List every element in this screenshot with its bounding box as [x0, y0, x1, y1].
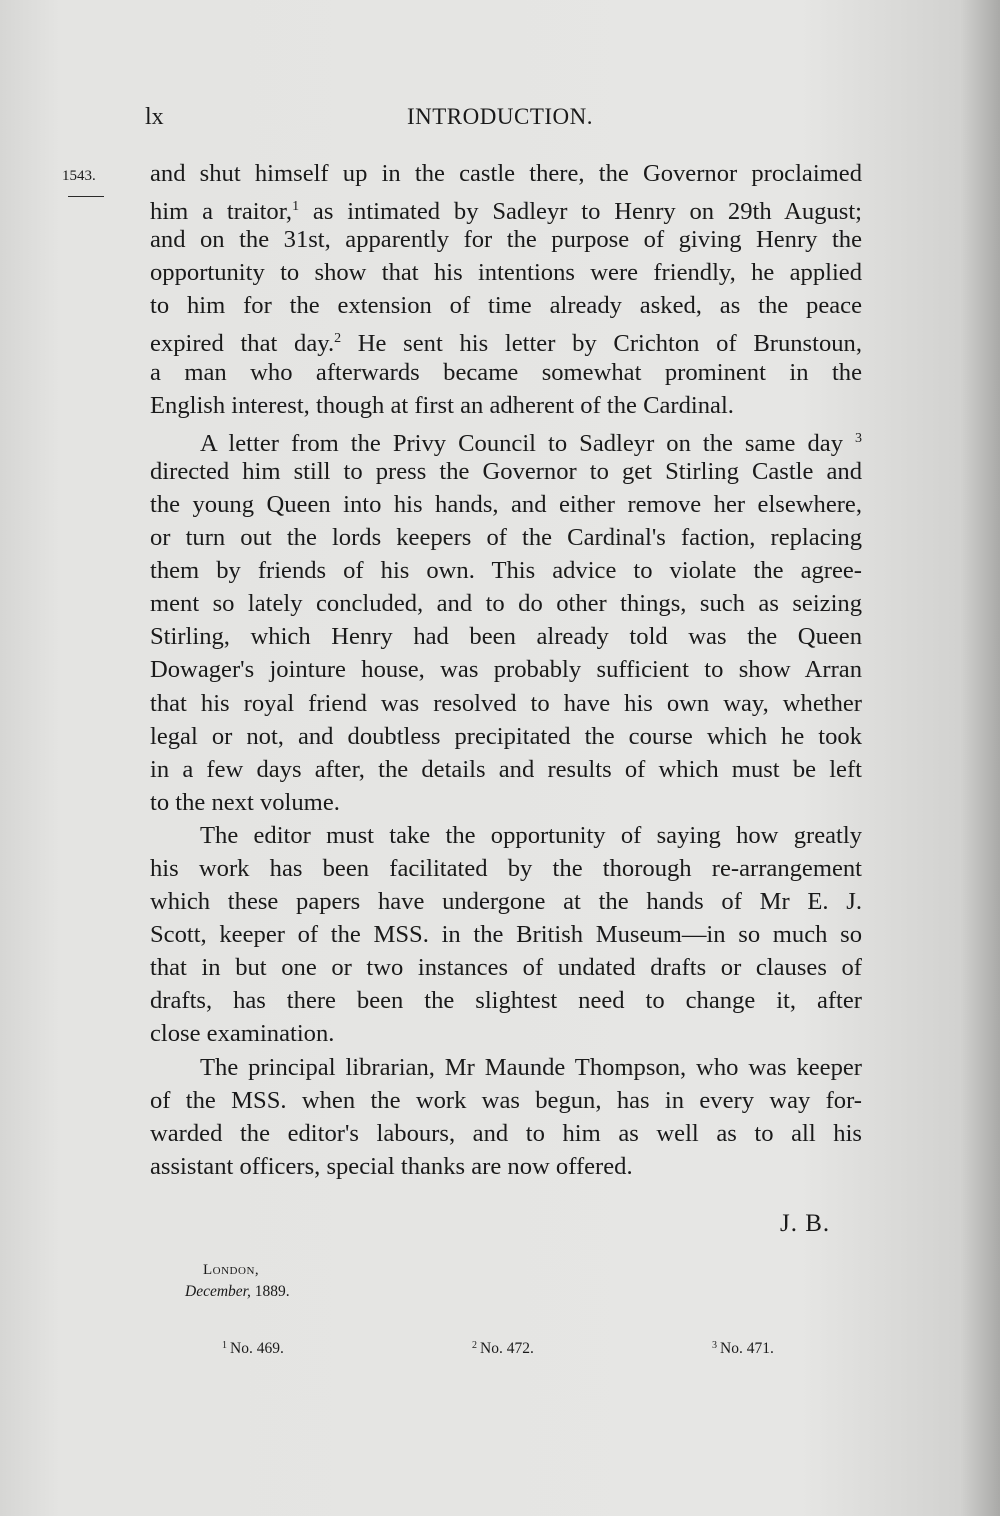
- running-head: [0, 104, 1000, 130]
- text-line: [150, 587, 862, 620]
- place-line: London,: [203, 1262, 260, 1278]
- footnote-mark: 1: [222, 1340, 227, 1351]
- running-head-text: INTRODUCTION.: [406, 104, 593, 129]
- text-segment: and shut himself up in the castle there, the Governor proclaimed: [150, 160, 862, 187]
- text-line: [150, 819, 862, 852]
- footnote-text: No. 471.: [720, 1340, 774, 1357]
- text-line: [150, 687, 862, 720]
- text-line: [150, 322, 862, 358]
- text-segment: in a few days after, the details and results of which must be left: [150, 755, 862, 783]
- date-month: December,: [185, 1283, 251, 1300]
- text-segment: He sent his letter by Crichton of Brunstoun,: [341, 330, 862, 358]
- text-line: [150, 720, 862, 753]
- margin-rule: [68, 196, 104, 197]
- text-line: [150, 455, 862, 488]
- text-line: [150, 1051, 862, 1084]
- text-segment: assistant officers, special thanks are now offered.: [150, 1152, 633, 1180]
- text-line: [150, 1117, 862, 1150]
- text-segment: that in but one or two instances of undated drafts or clauses of: [150, 954, 862, 982]
- text-segment: or turn out the lords keepers of the Cardinal's faction, replacing: [150, 524, 862, 552]
- page-number: lx: [145, 104, 164, 130]
- footnote-text: No. 469.: [230, 1340, 284, 1357]
- text-line: [150, 1084, 862, 1117]
- text-segment: directed him still to press the Governor to get Stirling Castle and: [150, 457, 862, 485]
- text-line: [150, 554, 862, 587]
- text-line: [150, 223, 862, 256]
- text-segment: the young Queen into his hands, and either remove her elsewhere,: [150, 490, 862, 518]
- text-segment: The editor must take the opportunity of saying how greatly: [200, 821, 862, 849]
- text-segment: to the next volume.: [150, 788, 340, 816]
- footnote-reference: 1: [292, 199, 300, 215]
- text-line: [150, 521, 862, 554]
- signature: J. B.: [780, 1210, 831, 1237]
- text-line: [150, 984, 862, 1017]
- date-year: 1889.: [254, 1283, 290, 1300]
- text-segment: of the MSS. when the work was begun, has in every way for-: [150, 1086, 862, 1114]
- body-text: [150, 157, 862, 1183]
- text-line: [150, 256, 862, 289]
- text-segment: and on the 31st, apparently for the purpose of giving Henry the: [150, 226, 862, 254]
- text-segment: him a traitor,: [150, 198, 293, 226]
- text-segment: warded the editor's labours, and to him as well as to all his: [150, 1119, 862, 1147]
- text-segment: which these papers have undergone at the hands of Mr E. J.: [150, 888, 862, 916]
- text-line: [150, 753, 862, 786]
- text-segment: ment so lately concluded, and to do other things, such as seizing: [150, 590, 862, 618]
- text-segment: Scott, keeper of the MSS. in the British Museum—in so much so: [150, 921, 862, 949]
- text-line: [150, 918, 862, 951]
- text-line: [150, 190, 862, 226]
- text-line: [150, 620, 862, 653]
- date-line: [185, 1283, 290, 1301]
- text-line: [150, 951, 862, 984]
- text-segment: A letter from the Privy Council to Sadleyr on the same day: [200, 429, 855, 457]
- text-segment: legal or not, and doubtless precipitated the course which he took: [150, 722, 862, 750]
- text-line: [150, 422, 862, 455]
- text-line: [150, 786, 862, 819]
- text-segment: expired that day.: [150, 330, 335, 358]
- text-segment: Stirling, which Henry had been already told was the Queen: [150, 623, 862, 651]
- text-segment: opportunity to show that his intentions were friendly, he applied: [150, 259, 862, 287]
- footnote: [712, 1340, 774, 1358]
- footnote-text: No. 472.: [480, 1340, 534, 1357]
- text-segment: drafts, has there been the slightest need to change it, after: [150, 987, 862, 1015]
- text-line: [150, 157, 862, 190]
- text-line: [150, 389, 862, 422]
- text-line: [150, 1017, 862, 1050]
- text-segment: them by friends of his own. This advice to violate the agree-: [150, 557, 862, 585]
- margin-year: 1543.: [62, 168, 96, 184]
- footnote-mark: 2: [472, 1340, 477, 1351]
- footnote-reference: 3: [855, 430, 862, 446]
- text-segment: a man who afterwards became somewhat prominent in the: [150, 358, 862, 386]
- text-line: [150, 289, 862, 322]
- footnote: [222, 1340, 284, 1358]
- text-line: [150, 1150, 862, 1183]
- text-line: [150, 885, 862, 918]
- text-segment: The principal librarian, Mr Maunde Thompson, who was keeper: [200, 1053, 862, 1081]
- text-segment: that his royal friend was resolved to have his own way, whether: [150, 689, 862, 717]
- text-line: [150, 653, 862, 686]
- text-segment: his work has been facilitated by the thorough re-arrangement: [150, 854, 862, 882]
- text-segment: close examination.: [150, 1020, 335, 1048]
- footnote: [472, 1340, 534, 1358]
- text-segment: to him for the extension of time already asked, as the peace: [150, 292, 862, 320]
- text-segment: Dowager's jointure house, was probably sufficient to show Arran: [150, 656, 862, 684]
- text-line: [150, 356, 862, 389]
- text-segment: as intimated by Sadleyr to Henry on 29th August;: [299, 198, 862, 226]
- footnote-reference: 2: [334, 331, 342, 347]
- footnote-mark: 3: [712, 1340, 717, 1351]
- text-segment: English interest, though at first an adherent of the Cardinal.: [150, 391, 734, 419]
- text-line: [150, 488, 862, 521]
- text-line: [150, 852, 862, 885]
